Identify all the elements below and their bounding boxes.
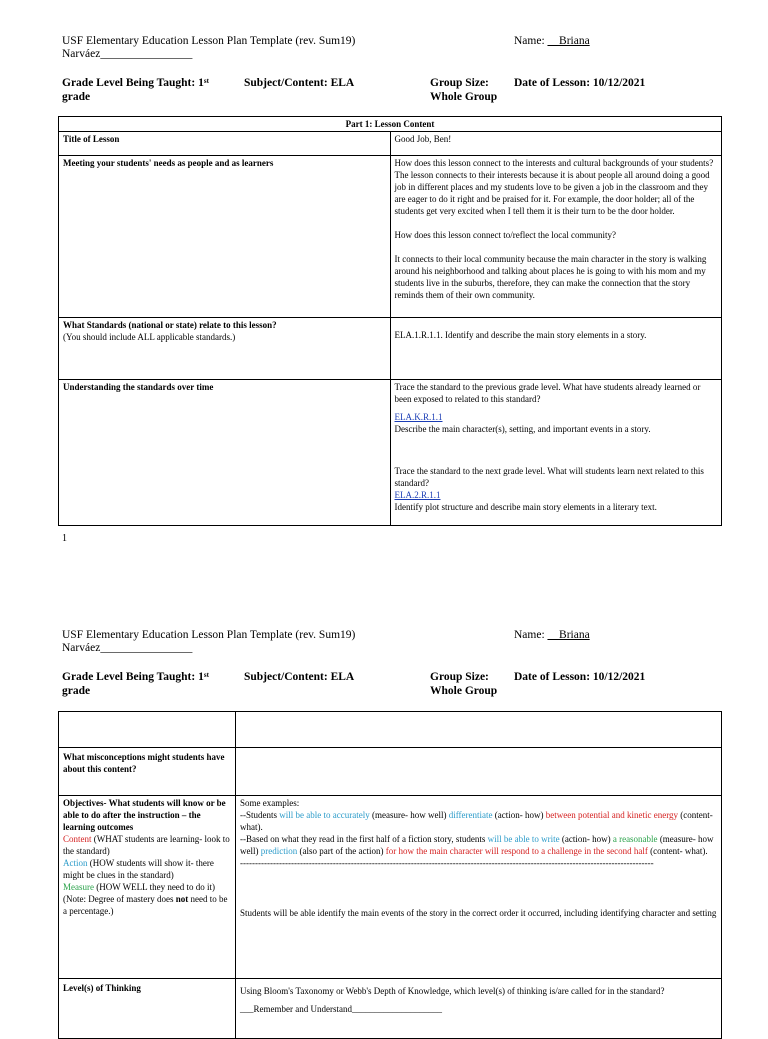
prev-standard-link[interactable]: ELA.K.R.1.1 (394, 412, 443, 422)
example-2 (240, 833, 717, 857)
subject: Subject/Content: ELA (244, 77, 355, 89)
name-value: __Briana (547, 35, 590, 47)
ex1-f: between potential and kinetic energy (545, 810, 679, 820)
und-prev-text: Describe the main character(s), setting, and important events in a story. (394, 424, 651, 434)
obj-measure-key: Measure (63, 882, 94, 892)
ex2-g: (also part of the action) (297, 846, 386, 856)
lesson-objectives-table (58, 711, 722, 1039)
group-size (430, 670, 497, 698)
misconceptions-text: What misconceptions might students have about this content? (63, 752, 225, 774)
meeting-a2: It connects to their local community because the main character in the story is walking around his neighborhood and talking about places he is going to with his mom and my students live in the suburbs, therefore, they can make the connection that the story reminds them of their own community. (394, 254, 707, 300)
group-size-value: Whole Group (430, 685, 498, 697)
lesson-date: Date of Lesson: 10/12/2021 (514, 77, 646, 89)
grade-label: Grade Level Being Taught: 1 (62, 77, 204, 89)
examples-intro: Some examples: (240, 798, 300, 808)
name-field (514, 629, 590, 641)
objectives-label (59, 796, 236, 979)
ex2-a: --Based on what they read in the first half of a fiction story, students (240, 834, 488, 844)
ex2-c: (action- how) (559, 834, 613, 844)
ex1-g: (content- what). (240, 810, 713, 832)
part-title: Part 1: Lesson Content (59, 117, 722, 132)
standards-note: (You should include ALL applicable standards.) (63, 332, 236, 342)
obj-action-text: (HOW students will show it- there might be clues in the standard) (63, 858, 214, 880)
subject: Subject/Content: ELA (244, 671, 355, 683)
grade-label: Grade Level Being Taught: 1 (62, 671, 204, 683)
empty-value-cell (236, 712, 722, 748)
ex1-b: will be able to accurately (279, 810, 370, 820)
surname-line: ________________ (100, 642, 193, 654)
obj-content-text: (WHAT students are learning- look to the standard) (63, 834, 230, 856)
surname (62, 48, 192, 60)
group-size (430, 76, 497, 104)
surname-text: Narváez (62, 48, 101, 60)
group-size-value: Whole Group (430, 91, 498, 103)
understanding-content (390, 380, 722, 526)
misconceptions-value (236, 748, 722, 796)
obj-note (63, 894, 227, 916)
thinking-question: Using Bloom's Taxonomy or Webb's Depth of Knowledge, which level(s) of thinking is/are called for in the standard? ___Remember and Understand____________________ (240, 986, 665, 1014)
name-value: __Briana (547, 629, 590, 641)
grade-level (62, 76, 209, 104)
grade-word: grade (62, 91, 91, 103)
misconceptions-label (59, 748, 236, 796)
lesson-date: Date of Lesson: 10/12/2021 (514, 671, 646, 683)
meeting-q1: How does this lesson connect to the interests and cultural backgrounds of your students? (394, 158, 714, 168)
standards-label-text: What Standards (national or state) relate to this lesson? (63, 320, 277, 330)
ex2-d: a reasonable (612, 834, 658, 844)
obj-note-a: (Note: Degree of mastery does (63, 894, 176, 904)
name-field (514, 35, 590, 47)
meeting-content (390, 156, 722, 318)
ex2-b: will be able to write (487, 834, 560, 844)
grade-word: grade (62, 685, 91, 697)
template-title: USF Elementary Education Lesson Plan Template (rev. Sum19) (62, 629, 356, 641)
und-next-text: Identify plot structure and describe main story elements in a literary text. (394, 502, 657, 512)
understanding-label: Understanding the standards over time (59, 380, 391, 526)
obj-measure (63, 882, 215, 892)
surname-line: ________________ (100, 48, 193, 60)
empty-label-cell (59, 712, 236, 748)
objectives-title: Objectives- What students will know or be able to do after the instruction – the learning outcomes (63, 798, 226, 832)
meeting-q2: How does this lesson connect to/reflect the local community? (394, 230, 616, 240)
obj-content (63, 834, 230, 856)
surname-text: Narváez (62, 642, 101, 654)
obj-measure-text: (HOW WELL they need to do it) (94, 882, 216, 892)
obj-note-b: need to be a percentage.) (63, 894, 228, 916)
ex2-f: prediction (260, 846, 298, 856)
objective-answer: Students will be able identify the main events of the story in the correct order it occurred, including identifying character and setting (240, 908, 717, 918)
meeting-a1: The lesson connects to their interests because it is about people all around doing a good job in different places and my students love to be given a job in the classroom and they are eager to do it right and be praised for it. For example, the door holder; all of the students get very excited when I tell them it is their turn to be the door holder. (394, 170, 710, 216)
objectives-content (236, 796, 722, 979)
group-size-label: Group Size: (430, 77, 489, 89)
ex1-e: (action- how) (492, 810, 546, 820)
name-label: Name: (514, 35, 545, 47)
example-1 (240, 809, 717, 833)
ex2-e: (measure- how well) (240, 834, 714, 856)
ex1-c: (measure- how well) (369, 810, 449, 820)
grade-level (62, 670, 209, 698)
ex2-i: (content- what). (647, 846, 708, 856)
und-prev-q: Trace the standard to the previous grade level. What have students already learned or been exposed to related to this standard? (394, 382, 701, 404)
thinking-label (59, 979, 236, 1039)
ex2-h: for how the main character will respond to a challenge in the second half (385, 846, 648, 856)
name-label: Name: (514, 629, 545, 641)
standards-label (59, 318, 391, 380)
obj-action (63, 858, 214, 880)
thinking-label-text: Level(s) of Thinking (63, 983, 141, 993)
group-size-label: Group Size: (430, 671, 489, 683)
page-number: 1 (62, 533, 67, 544)
standards-text: ELA.1.R.1.1. Identify and describe the main story elements in a story. (394, 330, 647, 340)
thinking-content (236, 979, 722, 1039)
grade-sup: st (203, 77, 209, 85)
ex1-d: differentiate (448, 810, 493, 820)
und-next-q: Trace the standard to the next grade level. What will students learn next related to this standard? (394, 466, 704, 488)
meeting-label: Meeting your students' needs as people and as learners (59, 156, 391, 318)
grade-sup: st (203, 671, 209, 679)
ex1-a: --Students (240, 810, 280, 820)
title-value: Good Job, Ben! (390, 132, 722, 156)
obj-note-not: not (175, 894, 189, 904)
obj-content-key: Content (63, 834, 92, 844)
next-standard-link[interactable]: ELA.2.R.1.1 (394, 490, 441, 500)
standards-value (390, 318, 722, 380)
divider-line: ------------------------------------------------------------------------------------------------------------------------------------------ (240, 858, 654, 868)
surname (62, 642, 192, 654)
title-label: Title of Lesson (59, 132, 391, 156)
template-title: USF Elementary Education Lesson Plan Template (rev. Sum19) (62, 35, 356, 47)
obj-action-key: Action (63, 858, 88, 868)
lesson-content-table (58, 116, 722, 526)
